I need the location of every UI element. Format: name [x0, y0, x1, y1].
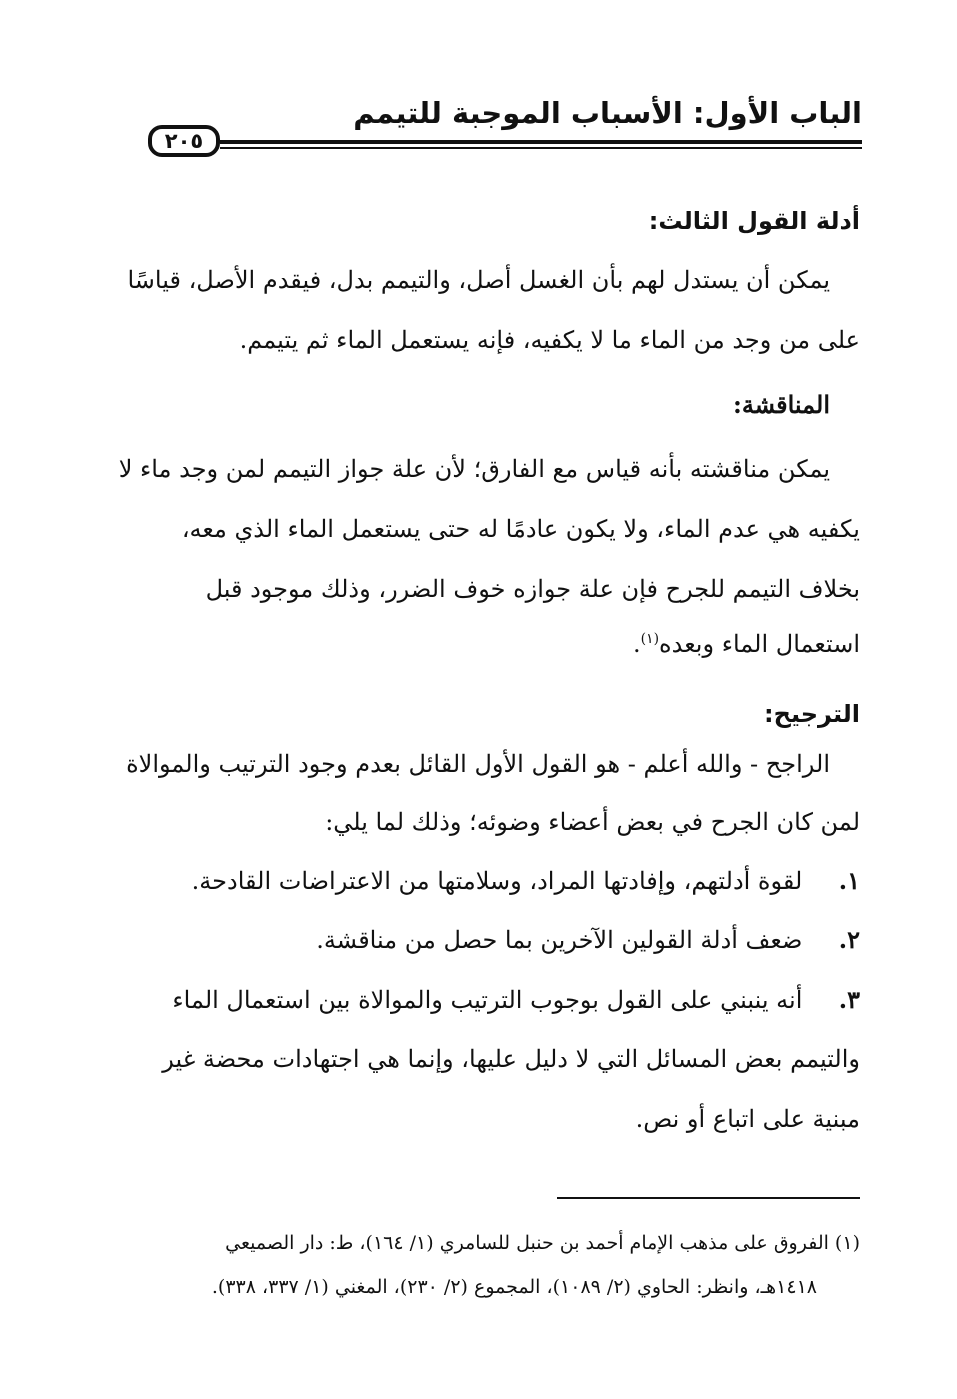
list-item [192, 866, 860, 895]
paragraph-line: بخلاف التيمم للجرح فإن علة جوازه خوف الضرر، وذلك موجود قبل [205, 575, 860, 603]
list-item [316, 925, 860, 954]
header-rule-thin [220, 147, 862, 149]
paragraph-line-with-footnote [633, 630, 860, 658]
paragraph-line: يمكن أن يستدل لهم بأن الغسل أصل، والتيمم بدل، فيقدم الأصل، قياسًا [127, 266, 830, 294]
paragraph-line: مبنية على اتباع أو نص. [635, 1105, 860, 1133]
list-number: ١. [838, 866, 860, 895]
footnote-marker: (١) [640, 631, 660, 647]
section-heading-third-opinion: أدلة القول الثالث: [648, 207, 860, 235]
section-heading-preference: الترجيح: [764, 700, 860, 728]
paragraph-line: يكفيه هي عدم الماء، ولا يكون عادمًا له حتى يستعمل الماء الذي معه، [181, 515, 860, 543]
sentence-end: . [632, 630, 641, 658]
list-text: أنه ينبني على القول بوجوب الترتيب والموالاة بين استعمال الماء [172, 986, 803, 1014]
running-title: الباب الأول: الأسباب الموجبة للتيمم [353, 96, 862, 130]
section-heading-discussion: المناقشة: [732, 390, 830, 419]
list-text: لقوة أدلتهم، وإفادتها المراد، وسلامتها من الاعتراضات القادحة. [191, 867, 803, 895]
footnote-line: (١) الفروق على مذهب الإمام أحمد بن حنبل للسامري (١/ ١٦٤)، ط: دار الصميعي [225, 1232, 860, 1254]
list-item [172, 985, 860, 1014]
paragraph-line: يمكن مناقشته بأنه قياس مع الفارق؛ لأن علة جواز التيمم لمن وجد ماء لا [118, 455, 830, 483]
page-number: ٢٠٥ [148, 125, 220, 157]
footnote-line: ١٤١٨هـ، وانظر: الحاوي (٢/ ١٠٨٩)، المجموع (٢/ ٢٣٠)، المغني (١/ ٣٣٧، ٣٣٨). [211, 1276, 817, 1298]
list-text: ضعف أدلة القولين الآخرين بما حصل من مناقشة. [316, 926, 803, 954]
footnote-separator [557, 1197, 860, 1199]
paragraph-line: الراجح - والله أعلم - هو القول الأول القائل بعدم وجود الترتيب والموالاة [126, 750, 830, 778]
list-number: ٢. [838, 925, 860, 954]
paragraph-line: والتيمم بعض المسائل التي لا دليل عليها، وإنما هي اجتهادات محضة غير [162, 1045, 860, 1073]
header-rule-thick [220, 140, 862, 144]
paragraph-line: على من وجد من الماء ما لا يكفيه، فإنه يستعمل الماء ثم يتيمم. [239, 326, 860, 354]
list-number: ٣. [838, 985, 860, 1014]
paragraph-line: لمن كان الجرح في بعض أعضاء وضوئه؛ وذلك لما يلي: [325, 808, 860, 836]
paragraph-text: استعمال الماء وبعده [659, 630, 860, 658]
